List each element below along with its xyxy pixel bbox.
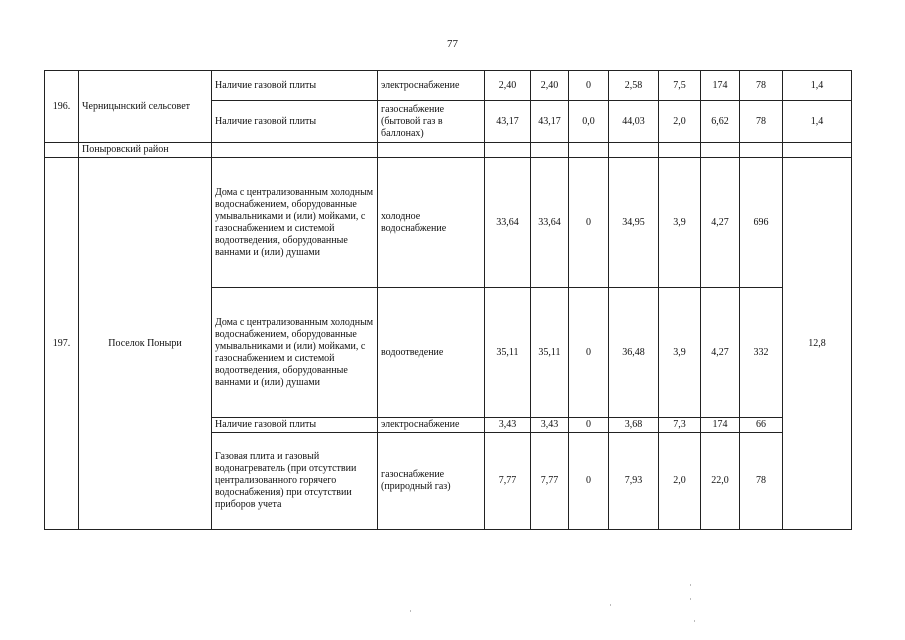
value-cell: 1,4 — [783, 71, 852, 101]
value-cell: 332 — [740, 288, 783, 418]
value-cell: 35,11 — [485, 288, 531, 418]
scan-dot — [610, 604, 611, 606]
district-name-cell: Поныровский район — [79, 143, 212, 158]
empty-cell — [569, 143, 609, 158]
table-row — [45, 71, 852, 101]
value-cell: 7,5 — [659, 71, 701, 101]
value-cell: 4,27 — [701, 158, 740, 288]
value-cell: 3,9 — [659, 158, 701, 288]
value-cell: 3,43 — [485, 418, 531, 433]
value-cell: 0 — [569, 288, 609, 418]
value-cell: 0 — [569, 158, 609, 288]
value-cell: 22,0 — [701, 433, 740, 530]
value-cell: 6,62 — [701, 101, 740, 143]
value-cell: 2,40 — [531, 71, 569, 101]
value-cell: 2,0 — [659, 433, 701, 530]
value-cell: 7,93 — [609, 433, 659, 530]
value-cell: 78 — [740, 71, 783, 101]
empty-cell — [531, 143, 569, 158]
service-cell: холодное водоснабжение — [378, 158, 485, 288]
tariff-table — [44, 70, 852, 530]
value-cell: 2,58 — [609, 71, 659, 101]
value-cell: 3,9 — [659, 288, 701, 418]
value-cell: 0,0 — [569, 101, 609, 143]
value-cell: 78 — [740, 433, 783, 530]
description-cell: Дома с централизованным холодным водоснабжением, оборудованные умывальниками и (или) мойками, с газоснабжением и системой водоотведения, оборудованные ваннами и (или) душами — [212, 288, 378, 418]
empty-cell — [485, 143, 531, 158]
description-cell: Наличие газовой плиты — [212, 101, 378, 143]
value-cell: 3,43 — [531, 418, 569, 433]
service-cell: газоснабжение (природный газ) — [378, 433, 485, 530]
value-cell: 35,11 — [531, 288, 569, 418]
service-cell: электроснабжение — [378, 418, 485, 433]
value-cell: 174 — [701, 71, 740, 101]
settlement-name-cell: Черницынский сельсовет — [79, 71, 212, 143]
empty-cell — [659, 143, 701, 158]
value-cell: 3,68 — [609, 418, 659, 433]
value-cell: 33,64 — [485, 158, 531, 288]
empty-cell — [609, 143, 659, 158]
service-cell: электроснабжение — [378, 71, 485, 101]
value-cell: 174 — [701, 418, 740, 433]
value-cell: 44,03 — [609, 101, 659, 143]
empty-cell — [740, 143, 783, 158]
scan-dot — [694, 620, 695, 622]
description-cell: Наличие газовой плиты — [212, 418, 378, 433]
value-cell: 4,27 — [701, 288, 740, 418]
settlement-name-cell: Поселок Поныри — [79, 158, 212, 530]
value-cell: 66 — [740, 418, 783, 433]
empty-cell — [783, 143, 852, 158]
value-cell: 36,48 — [609, 288, 659, 418]
value-cell: 2,0 — [659, 101, 701, 143]
value-cell: 7,3 — [659, 418, 701, 433]
value-cell: 7,77 — [485, 433, 531, 530]
empty-cell — [701, 143, 740, 158]
value-cell: 43,17 — [485, 101, 531, 143]
description-cell: Наличие газовой плиты — [212, 71, 378, 101]
value-cell: 696 — [740, 158, 783, 288]
value-cell: 2,40 — [485, 71, 531, 101]
description-cell: Дома с централизованным холодным водоснабжением, оборудованные умывальниками и (или) мойками, с газоснабжением и системой водоотведения, оборудованные ваннами и (или) душами — [212, 158, 378, 288]
value-cell: 34,95 — [609, 158, 659, 288]
service-cell: водоотведение — [378, 288, 485, 418]
scan-dot — [690, 584, 691, 586]
scan-dot — [690, 598, 691, 600]
service-cell: газоснабжение (бытовой газ в баллонах) — [378, 101, 485, 143]
value-cell: 43,17 — [531, 101, 569, 143]
scan-dot — [410, 610, 411, 612]
value-cell: 78 — [740, 101, 783, 143]
table-row — [45, 158, 852, 288]
page-number: 77 — [447, 38, 458, 50]
value-cell: 0 — [569, 71, 609, 101]
district-number-cell — [45, 143, 79, 158]
district-row — [45, 143, 852, 158]
empty-cell — [212, 143, 378, 158]
value-cell: 0 — [569, 433, 609, 530]
description-cell: Газовая плита и газовый водонагреватель (при отсутствии централизованного горячего водоснабжения) при отсутствии приборов учета — [212, 433, 378, 530]
empty-cell — [378, 143, 485, 158]
value-cell: 1,4 — [783, 101, 852, 143]
value-cell: 12,8 — [783, 158, 852, 530]
row-number-cell: 196. — [45, 71, 79, 143]
value-cell: 33,64 — [531, 158, 569, 288]
value-cell: 7,77 — [531, 433, 569, 530]
value-cell: 0 — [569, 418, 609, 433]
row-number-cell: 197. — [45, 158, 79, 530]
